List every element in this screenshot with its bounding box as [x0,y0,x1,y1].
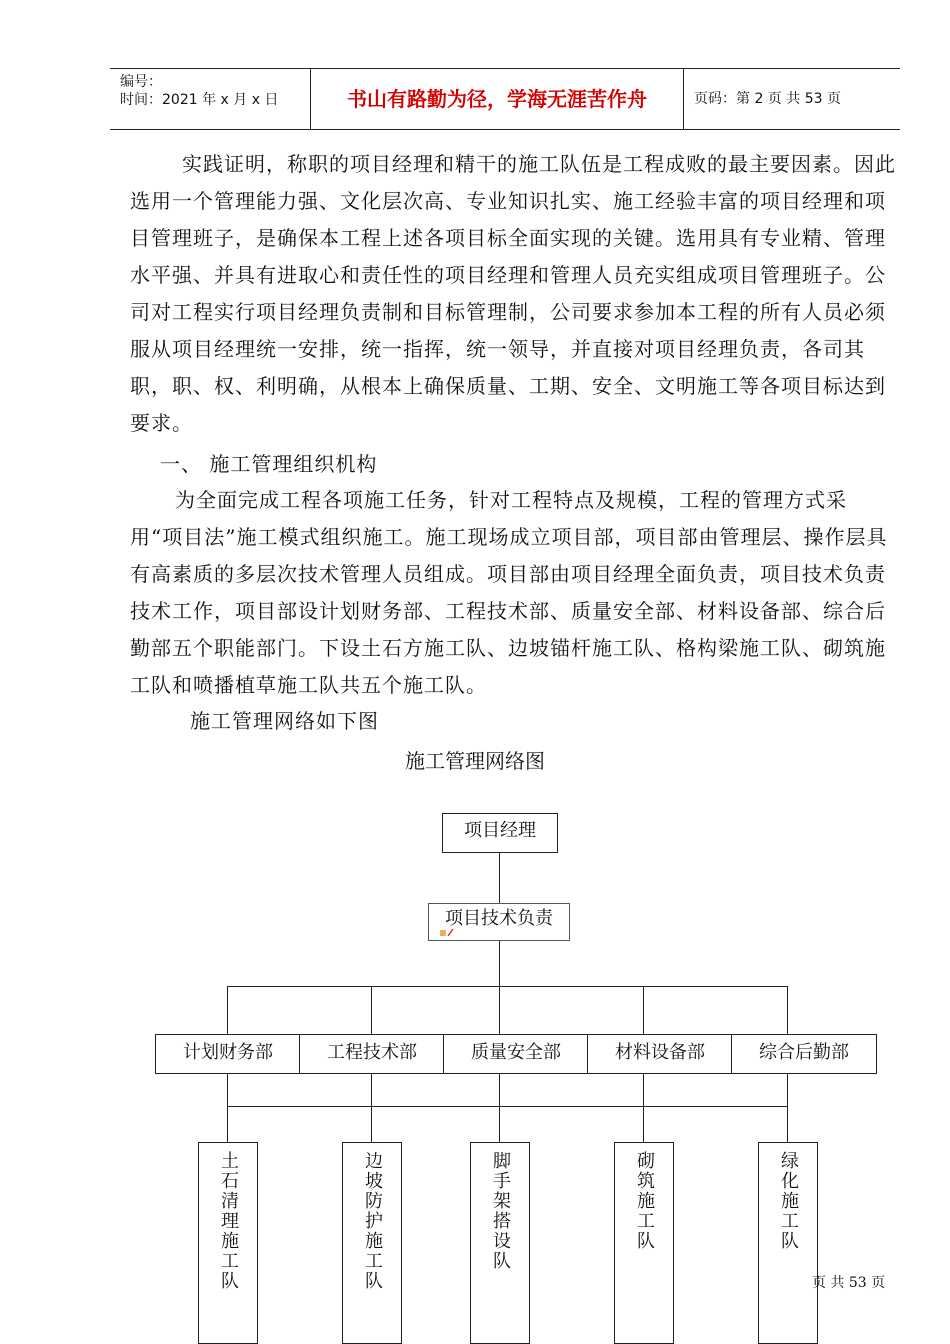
team-box [758,1142,818,1344]
connector-line [787,1072,788,1142]
paragraph-1: 实践证明，称职的项目经理和精干的施工队伍是工程成败的最主要因素。因此选用一个管理能力强、文化层次高、专业知识扎实、施工经验丰富的项目经理和项目管理班子，是确保本工程上述各项目标全面实现的关键。选用具有专业精、管理水平强、并具有进取心和责任性的项目经理和管理人员充实组成项目管理班子。公司对工程实行项目经理负责制和目标管理制，公司要求参加本工程的所有人员必须服从项目经理统一安排，统一指挥，统一领导，并直接对项目经理负责，各司其职，职、权、利明确，从根本上确保质量、工期、安全、文明施工等各项目标达到要求。 [130,152,896,435]
header-meta-cell [110,69,311,129]
connector-line [227,1106,788,1107]
connector-line [787,986,788,1034]
image-fragment-icon [440,928,454,936]
page-footer: 页 共 53 页 [812,1275,886,1291]
connector-line [227,986,228,1034]
team-label: 脚手架搭设队 [490,1151,511,1271]
header-motto: 书山有路勤为径，学海无涯苦作舟 [311,69,684,129]
team-box [342,1142,402,1344]
connector-line [371,986,372,1034]
paragraph-3: 施工管理网络如下图 [190,709,379,733]
team-box [470,1142,530,1344]
header-page-info: 页码：第 2 页 共 53 页 [694,91,841,107]
connector-line [227,1072,228,1142]
tech-lead-box: 项目技术负责 [428,903,570,941]
chart-title: 施工管理网络图 [405,749,545,773]
dept-box: 工程技术部 [299,1034,445,1074]
team-label: 土石清理施工队 [218,1151,239,1291]
section-heading: 一、 施工管理组织机构 [160,452,378,476]
team-box [198,1142,258,1344]
connector-line [499,852,500,904]
dept-box: 综合后勤部 [731,1034,877,1074]
team-label: 边坡防护施工队 [362,1151,383,1291]
number-label: 编号： [120,74,162,90]
team-label: 绿化施工队 [778,1151,799,1251]
connector-line [643,1072,644,1142]
team-box [614,1142,674,1344]
time-label: 时间：2021 年 x 月 x 日 [120,92,279,108]
dept-box: 质量安全部 [443,1034,589,1074]
paragraph-2: 为全面完成工程各项施工任务，针对工程特点及规模，工程的管理方式采用“项目法”施工模式组织施工。施工现场成立项目部，项目部由管理层、操作层具有高素质的多层次技术管理人员组成。项目部由项目经理全面负责，项目技术负责技术工作，项目部设计划财务部、工程技术部、质量安全部、材料设备部、综合后勤部五个职能部门。下设土石方施工队、边坡锚杆施工队、格构梁施工队、砌筑施工队和喷播植草施工队共五个施工队。 [130,488,888,697]
connector-line [227,986,788,987]
dept-box: 计划财务部 [155,1034,301,1074]
connector-line [499,1072,500,1142]
connector-line [643,986,644,1034]
connector-line [371,1072,372,1142]
page-header [110,68,900,130]
dept-box: 材料设备部 [587,1034,733,1074]
team-label: 砌筑施工队 [634,1151,655,1251]
project-manager-box: 项目经理 [442,813,558,853]
